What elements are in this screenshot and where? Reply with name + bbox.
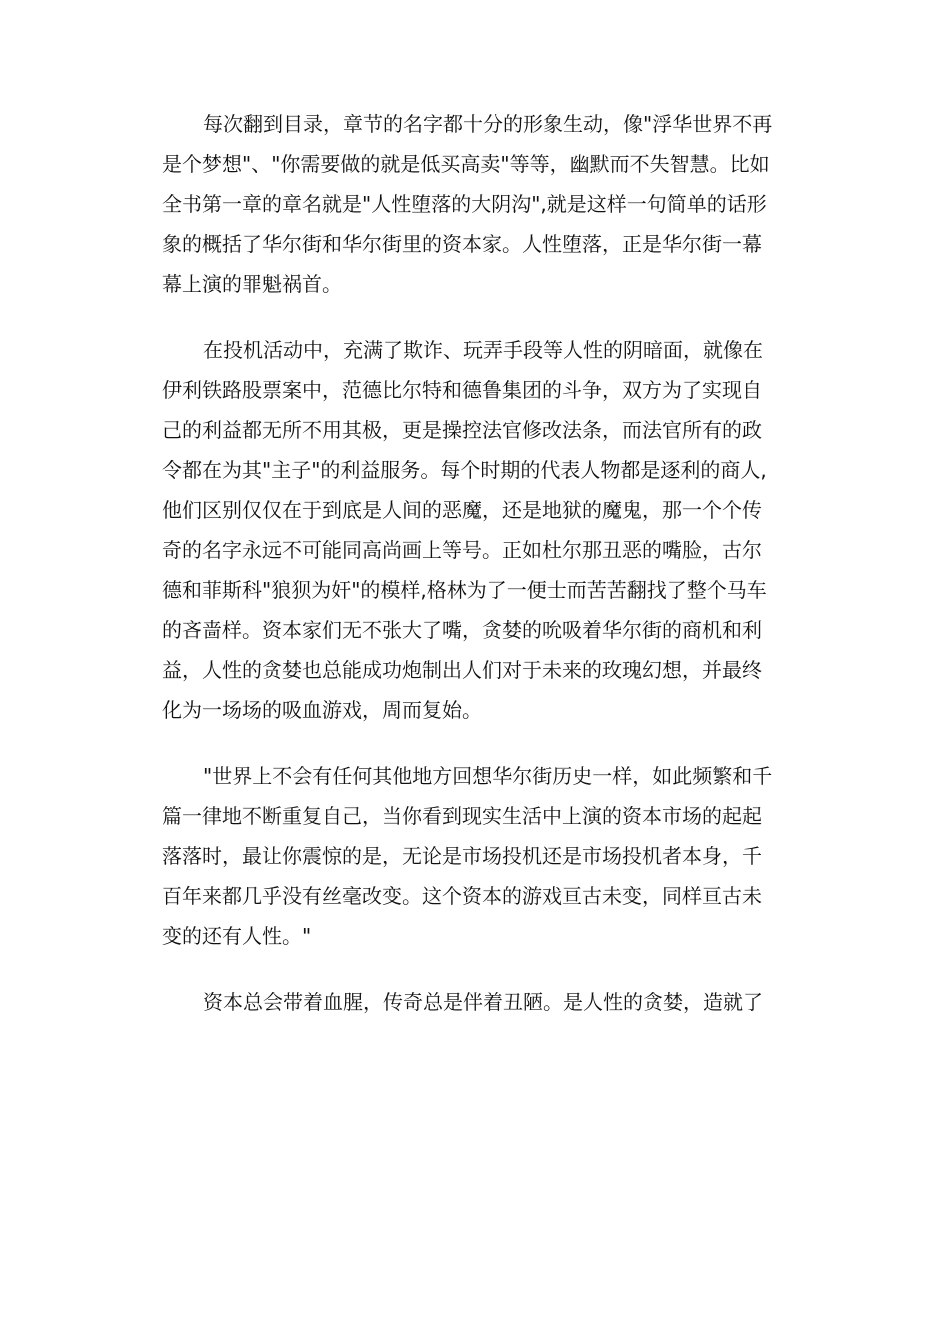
text-line: 落落时，最让你震惊的是，无论是市场投机还是市场投机者本身，千 <box>162 844 762 868</box>
text-line: 百年来都几乎没有丝毫改变。这个资本的游戏亘古未变，同样亘古未 <box>162 884 762 908</box>
text-line: 德和菲斯科"狼狈为奸"的模样,格林为了一便士而苦苦翻找了整个马车 <box>162 578 767 602</box>
text-line: 篇一律地不断重复自己，当你看到现实生活中上演的资本市场的起起 <box>162 804 762 828</box>
text-line: 伊利铁路股票案中，范德比尔特和德鲁集团的斗争，双方为了实现自 <box>162 378 762 402</box>
text-line: 变的还有人性。" <box>162 924 312 948</box>
text-line: 的吝啬样。资本家们无不张大了嘴，贪婪的吮吸着华尔街的商机和利 <box>162 618 762 642</box>
document-body <box>162 104 802 1048</box>
text-line: 幕上演的罪魁祸首。 <box>162 272 342 296</box>
paragraph <box>162 982 802 1022</box>
paragraph <box>162 330 802 730</box>
text-line: 在投机活动中，充满了欺诈、玩弄手段等人性的阴暗面，就像在 <box>203 338 763 362</box>
text-line: 每次翻到目录，章节的名字都十分的形象生动，像"浮华世界不再 <box>203 112 773 136</box>
text-line: 奇的名字永远不可能同高尚画上等号。正如杜尔那丑恶的嘴脸，古尔 <box>162 538 762 562</box>
text-line: 令都在为其"主子"的利益服务。每个时期的代表人物都是逐利的商人, <box>162 458 767 482</box>
text-line: 己的利益都无所不用其极，更是操控法官修改法条，而法官所有的政 <box>162 418 762 442</box>
paragraph <box>162 756 802 956</box>
text-line: "世界上不会有任何其他地方回想华尔街历史一样，如此频繁和千 <box>203 764 773 788</box>
text-line: 他们区别仅仅在于到底是人间的恶魔，还是地狱的魔鬼，那一个个传 <box>162 498 762 522</box>
text-line: 化为一场场的吸血游戏，周而复始。 <box>162 698 482 722</box>
text-line: 资本总会带着血腥，传奇总是伴着丑陋。是人性的贪婪，造就了 <box>203 990 763 1014</box>
text-line: 是个梦想"、"你需要做的就是低买高卖"等等，幽默而不失智慧。比如 <box>162 152 770 176</box>
text-line: 象的概括了华尔街和华尔街里的资本家。人性堕落，正是华尔街一幕 <box>162 232 762 256</box>
paragraph <box>162 104 802 304</box>
text-line: 益，人性的贪婪也总能成功炮制出人们对于未来的玫瑰幻想，并最终 <box>162 658 762 682</box>
text-line: 全书第一章的章名就是"人性堕落的大阴沟",就是这样一句简单的话形 <box>162 192 767 216</box>
